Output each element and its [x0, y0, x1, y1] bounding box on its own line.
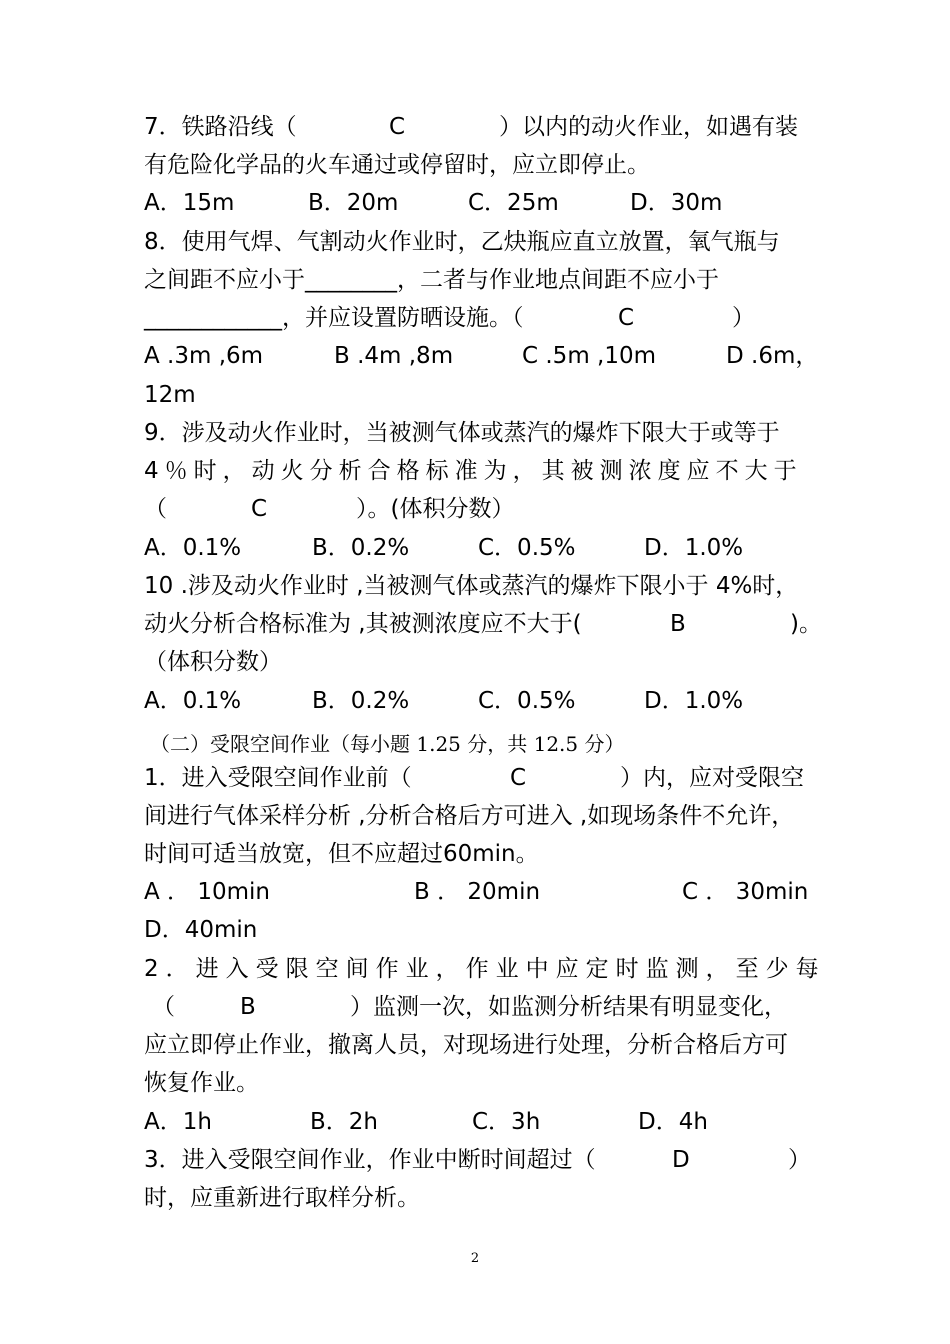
q8-answer: C	[618, 305, 635, 331]
q8-option-d: D .6m，	[726, 343, 819, 369]
q9-option-b: B．0.2%	[312, 535, 410, 561]
q9-stem-end: ）。(体积分数）	[356, 496, 515, 522]
s1-stem-start: 1．进入受限空间作业前（	[144, 765, 412, 791]
q8-option-d-tail: 12m	[144, 382, 196, 408]
s1-stem-end: ）内，应对受限空	[620, 765, 804, 791]
q8-line-2: 之间距不应小于________，二者与作业地点间距不应小于	[144, 267, 719, 293]
s3-close-paren: ）	[788, 1147, 811, 1173]
q7-option-a: A．15m	[144, 190, 235, 216]
q7-option-c: C．25m	[468, 190, 559, 216]
q10-option-d: D．1.0%	[644, 688, 744, 714]
q10-options	[144, 685, 808, 717]
q10-line-1: 10 .涉及动火作业时 ,当被测气体或蒸汽的爆炸下限小于 4%时，	[144, 573, 799, 599]
page-number: 2	[470, 1251, 480, 1266]
section-heading: （二）受限空间作业（每小题 1.25 分，共 12.5 分）	[150, 732, 625, 756]
s2-line-4: 恢复作业。	[144, 1070, 259, 1096]
s2-option-a: A．1h	[144, 1109, 212, 1135]
s3-line-2: 时，应重新进行取样分析。	[144, 1185, 420, 1211]
s1-line-2: 间进行气体采样分析 ,分析合格后方可进入 ,如现场条件不允许，	[144, 803, 795, 829]
q9-answer: C	[251, 496, 268, 522]
q9-option-d: D．1.0%	[644, 535, 744, 561]
s1-line-1	[144, 762, 808, 794]
q10-stem: 动火分析合格标准为 ,其被测浓度应不大于(	[144, 611, 582, 637]
q8-line-1: 8．使用气焊、气割动火作业时，乙炔瓶应直立放置，氧气瓶与	[144, 229, 780, 255]
q7-answer: C	[389, 114, 406, 140]
q10-line-2	[144, 608, 822, 640]
q10-line-3: （体积分数）	[144, 649, 282, 675]
q7-stem-start: 7．铁路沿线（	[144, 114, 297, 140]
q9-options	[144, 532, 808, 564]
s3-stem-start: 3．进入受限空间作业，作业中断时间超过（	[144, 1147, 596, 1173]
s2-answer: B	[240, 994, 256, 1020]
s2-line-3: 应立即停止作业，撤离人员，对现场进行处理，分析合格后方可	[144, 1032, 788, 1058]
s1-options	[144, 876, 808, 908]
q7-options	[144, 187, 808, 219]
q7-stem-end: ）以内的动火作业，如遇有装	[499, 114, 798, 140]
s1-answer: C	[510, 765, 527, 791]
s3-line-1	[144, 1144, 811, 1176]
q10-option-b: B．0.2%	[312, 688, 410, 714]
s1-option-a: A ． 10min	[144, 879, 270, 905]
s2-stem: ）监测一次，如监测分析结果有明显变化，	[350, 994, 787, 1020]
q8-line-3	[144, 302, 808, 334]
s3-answer: D	[672, 1147, 690, 1173]
q7-line-2: 有危险化学品的火车通过或停留时，应立即停止。	[144, 152, 650, 178]
q9-line-3	[144, 493, 808, 525]
q7-option-b: B．20m	[308, 190, 399, 216]
q8-option-a: A .3m ,6m	[144, 343, 264, 369]
s1-option-b: B ． 20min	[414, 879, 541, 905]
q10-close-paren: )。	[790, 611, 822, 637]
q9-option-c: C．0.5%	[478, 535, 576, 561]
q10-answer: B	[670, 611, 686, 637]
q8-close-paren: ）	[732, 305, 755, 331]
s2-options	[144, 1106, 808, 1138]
q8-option-c: C .5m ,10m	[522, 343, 657, 369]
s1-option-c: C ． 30min	[682, 879, 809, 905]
s2-line-1: 2．进入受限空间作业，作业中应定时监测，至少每	[144, 956, 826, 982]
q9-option-a: A．0.1%	[144, 535, 242, 561]
s2-open-paren: （	[152, 994, 175, 1020]
s1-option-d: D．40min	[144, 917, 258, 943]
q7-option-d: D．30m	[630, 190, 723, 216]
s2-option-b: B．2h	[310, 1109, 378, 1135]
q9-line-2: 4％时，动火分析合格标准为，其被测浓度应不大于	[144, 458, 803, 484]
s2-line-2	[144, 991, 808, 1023]
s2-option-c: C．3h	[472, 1109, 541, 1135]
q10-option-c: C．0.5%	[478, 688, 576, 714]
s1-line-3: 时间可适当放宽，但不应超过60min。	[144, 841, 539, 867]
q9-line-1: 9．涉及动火作业时，当被测气体或蒸汽的爆炸下限大于或等于	[144, 420, 780, 446]
q8-stem-end: ____________，并应设置防晒设施。（	[144, 305, 524, 331]
q10-option-a: A．0.1%	[144, 688, 242, 714]
q9-open-paren: （	[144, 496, 167, 522]
s2-option-d: D．4h	[638, 1109, 708, 1135]
q7-line-1	[144, 111, 808, 143]
q8-options	[144, 340, 819, 372]
q8-option-b: B .4m ,8m	[334, 343, 454, 369]
